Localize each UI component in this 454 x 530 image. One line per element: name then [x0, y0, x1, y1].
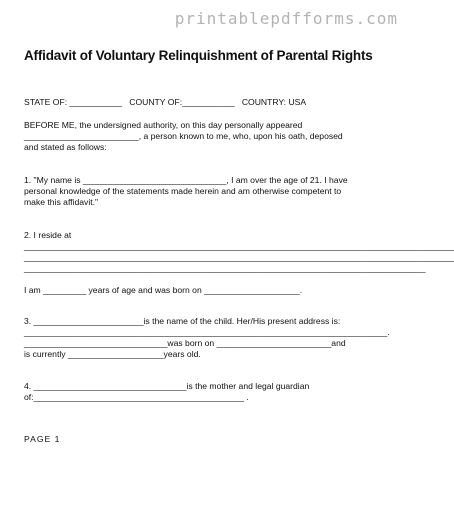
- section3-line-3: ______________________________was born on ________________________and: [24, 338, 346, 348]
- state-county-country-line: STATE OF: ___________ COUNTY OF:___________ COUNTRY: USA: [24, 97, 307, 107]
- section3-line-4: is currently ____________________years old.: [24, 349, 201, 359]
- document-title: Affidavit of Voluntary Relinquishment of Parental Rights: [24, 48, 373, 63]
- intro-line-2: ________________________, a person known to me, who, upon his oath, deposed: [24, 131, 343, 141]
- section1-line-3: make this affidavit.": [24, 197, 99, 207]
- address-blank-3: ____________________________________________________________________________________: [24, 263, 426, 273]
- page-label: PAGE 1: [24, 434, 61, 444]
- section1-line-1: 1. "My name is ______________________________, I am over the age of 21. I have: [24, 175, 348, 185]
- age-birth-line: I am _________ years of age and was born on ____________________.: [24, 285, 303, 295]
- watermark: printablepdfforms.com: [174, 9, 398, 28]
- intro-line-3: and stated as follows:: [24, 142, 107, 152]
- section2-line-1: 2. I reside at: [24, 230, 72, 240]
- intro-line-1: BEFORE ME, the undersigned authority, on this day personally appeared: [24, 120, 303, 130]
- address-blank-2: __________________________________________________________________________________________: [24, 252, 454, 262]
- section1-line-2: personal knowledge of the statements made herein and am otherwise competent to: [24, 186, 342, 196]
- address-blank-1: __________________________________________________________________________________________: [24, 241, 454, 251]
- section4-line-2: of:____________________________________________ .: [24, 392, 249, 402]
- section3-line-1: 3. _______________________is the name of the child. Her/His present address is:: [24, 316, 341, 326]
- section3-line-2: ____________________________________________________________________________.: [24, 327, 390, 337]
- section4-line-1: 4. ________________________________is the mother and legal guardian: [24, 381, 310, 391]
